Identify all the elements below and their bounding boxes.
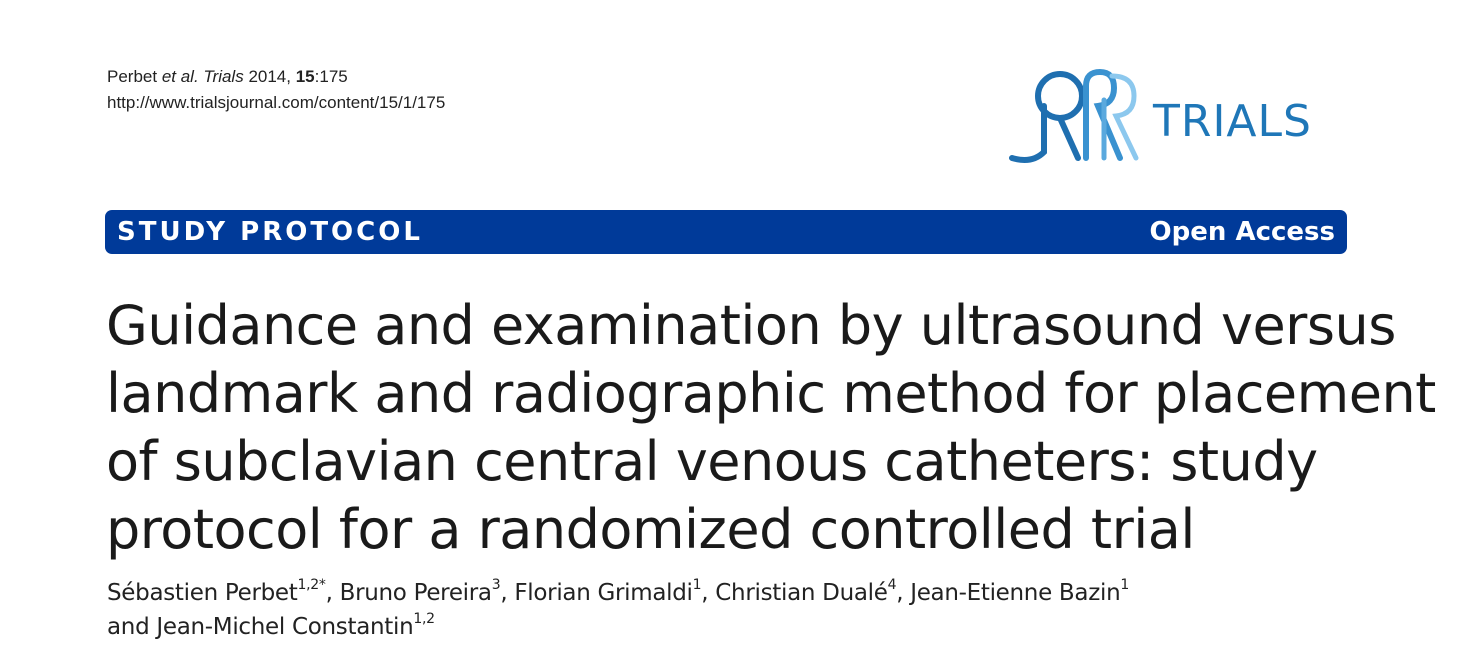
author-separator: , <box>701 580 716 606</box>
title-line: Guidance and examination by ultrasound versus <box>106 294 1396 357</box>
author-name[interactable]: Florian Grimaldi <box>514 580 693 606</box>
title-line: landmark and radiographic method for placement <box>106 362 1436 425</box>
author-name[interactable]: Sébastien Perbet <box>107 580 298 606</box>
citation-article: :175 <box>314 67 348 86</box>
citation-line <box>107 64 445 90</box>
trials-logo <box>1008 66 1328 166</box>
author-separator: , <box>325 580 340 606</box>
author-list <box>107 576 1129 644</box>
author-affiliation: 4 <box>887 577 897 593</box>
author-affiliation: 3 <box>491 577 501 593</box>
author-separator: , <box>896 580 911 606</box>
article-type-banner <box>105 210 1347 254</box>
author-line <box>107 576 1129 610</box>
citation-authors: Perbet <box>107 67 162 86</box>
author-separator: , <box>500 580 515 606</box>
title-line: of subclavian central venous catheters: study <box>106 430 1318 493</box>
author-line <box>107 610 1129 644</box>
trials-logo-text: TRIALS <box>1153 96 1312 147</box>
citation-year: 2014, <box>248 67 291 86</box>
title-line: protocol for a randomized controlled trial <box>106 498 1195 561</box>
citation-journal: Trials <box>203 67 244 86</box>
trials-logo-icon <box>1008 66 1148 166</box>
author-affiliation: 1 <box>1120 577 1129 593</box>
author-affiliation: 1,2 <box>413 611 435 627</box>
author-affiliation: 1,2* <box>297 577 326 593</box>
citation-volume: 15 <box>295 67 315 86</box>
citation-etal: et al. <box>161 67 199 86</box>
article-title <box>106 292 1436 564</box>
author-name[interactable]: Christian Dualé <box>715 580 888 606</box>
author-affiliation: 1 <box>692 577 702 593</box>
open-access-label: Open Access <box>1149 217 1335 247</box>
author-name[interactable]: Bruno Pereira <box>339 580 492 606</box>
article-type-label: STUDY PROTOCOL <box>117 217 423 247</box>
author-name[interactable]: Jean-Etienne Bazin <box>910 580 1121 606</box>
citation-block <box>107 64 445 116</box>
author-name[interactable]: and Jean-Michel Constantin <box>107 614 414 640</box>
citation-url[interactable]: http://www.trialsjournal.com/content/15/1/175 <box>107 93 446 112</box>
